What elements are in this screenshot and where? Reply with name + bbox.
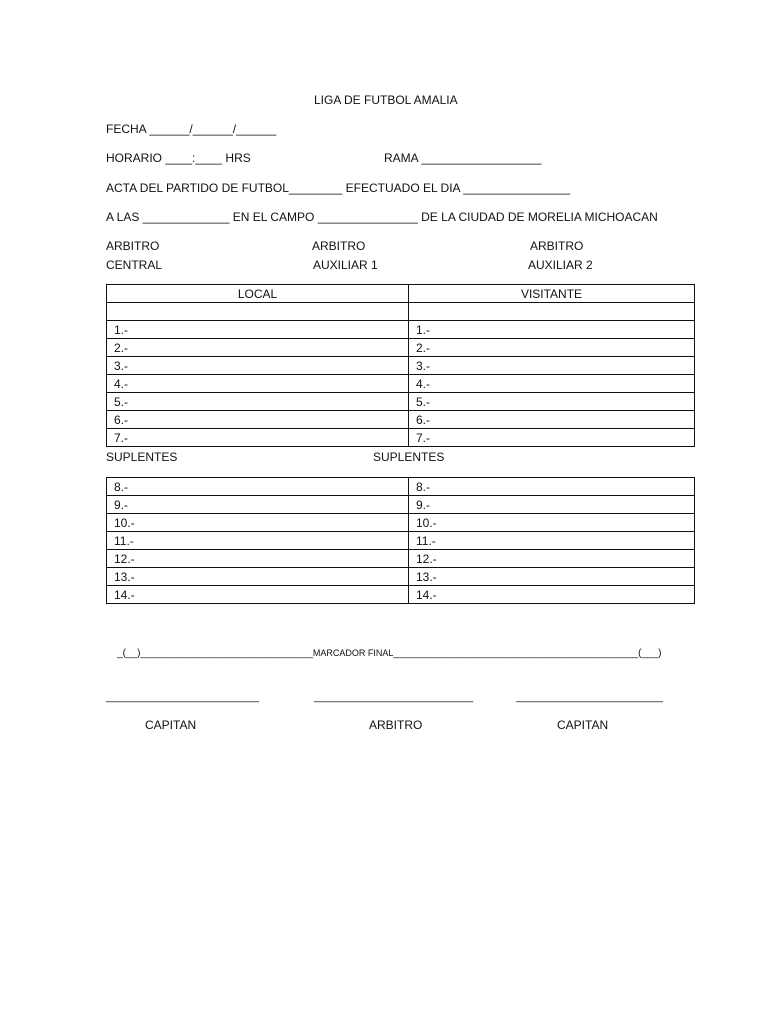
table-row xyxy=(107,514,695,532)
table-row xyxy=(107,532,695,550)
visitante-player-cell[interactable]: 3.- xyxy=(409,357,695,375)
visitante-player-cell[interactable]: 4.- xyxy=(409,375,695,393)
local-player-cell[interactable]: 6.- xyxy=(107,411,409,429)
arbitro-signature-line[interactable]: __________________________ xyxy=(314,691,474,703)
visitante-player-cell[interactable]: 6.- xyxy=(409,411,695,429)
arbitro-aux2-sub: AUXILIAR 2 xyxy=(528,258,593,272)
rama-line: RAMA __________________ xyxy=(384,151,542,165)
table-header-row xyxy=(107,285,695,303)
horario-line: HORARIO ____:____ HRS xyxy=(106,151,251,165)
local-sub-cell[interactable]: 8.- xyxy=(107,478,409,496)
suplentes-visitante-label: SUPLENTES xyxy=(373,450,445,464)
local-sub-cell[interactable]: 10.- xyxy=(107,514,409,532)
local-player-cell[interactable]: 1.- xyxy=(107,321,409,339)
table-row xyxy=(107,303,695,321)
local-sub-cell[interactable]: 14.- xyxy=(107,586,409,604)
table-row xyxy=(107,568,695,586)
local-player-cell[interactable]: 5.- xyxy=(107,393,409,411)
page-title: LIGA DE FUTBOL AMALIA xyxy=(314,93,458,107)
local-player-cell[interactable]: 4.- xyxy=(107,375,409,393)
arbitro-aux2-label: ARBITRO xyxy=(530,239,584,253)
local-player-cell[interactable]: 2.- xyxy=(107,339,409,357)
acta-line: ACTA DEL PARTIDO DE FUTBOL________ EFECTUADO EL DIA ________________ xyxy=(106,181,571,195)
marcador-visitante-blank[interactable]: ____________________________________________(___) xyxy=(393,648,662,659)
visitante-sub-cell[interactable]: 11.- xyxy=(409,532,695,550)
marcador-final-line xyxy=(106,632,661,675)
visitante-player-cell[interactable]: 7.- xyxy=(409,429,695,447)
visitante-sub-cell[interactable]: 8.- xyxy=(409,478,695,496)
subs-table xyxy=(106,477,695,604)
table-row xyxy=(107,357,695,375)
visitante-player-cell[interactable]: 1.- xyxy=(409,321,695,339)
table-row xyxy=(107,411,695,429)
marcador-final-label: MARCADOR FINAL xyxy=(312,648,394,658)
local-player-cell[interactable]: 3.- xyxy=(107,357,409,375)
capitan-visitante-signature-line[interactable]: ________________________ xyxy=(516,691,663,703)
blank-cell[interactable] xyxy=(409,303,695,321)
visitante-sub-cell[interactable]: 10.- xyxy=(409,514,695,532)
table-row xyxy=(107,496,695,514)
table-row xyxy=(107,321,695,339)
capitan-local-signature-line[interactable]: _________________________ xyxy=(106,691,259,703)
table-row xyxy=(107,429,695,447)
marcador-local-blank[interactable]: _(__)_______________________________ xyxy=(117,648,313,659)
capitan-local-label: CAPITAN xyxy=(145,718,197,732)
visitante-header: VISITANTE xyxy=(409,285,695,303)
blank-cell[interactable] xyxy=(107,303,409,321)
visitante-sub-cell[interactable]: 12.- xyxy=(409,550,695,568)
local-player-cell[interactable]: 7.- xyxy=(107,429,409,447)
suplentes-local-label: SUPLENTES xyxy=(106,450,178,464)
local-sub-cell[interactable]: 12.- xyxy=(107,550,409,568)
arbitro-central-sub: CENTRAL xyxy=(106,258,163,272)
visitante-player-cell[interactable]: 2.- xyxy=(409,339,695,357)
capitan-visitante-label: CAPITAN xyxy=(557,718,609,732)
visitante-sub-cell[interactable]: 14.- xyxy=(409,586,695,604)
local-sub-cell[interactable]: 9.- xyxy=(107,496,409,514)
arbitro-aux1-label: ARBITRO xyxy=(312,239,366,253)
local-sub-cell[interactable]: 13.- xyxy=(107,568,409,586)
table-row xyxy=(107,339,695,357)
lugar-line: A LAS _____________ EN EL CAMPO _______________ DE LA CIUDAD DE MORELIA MICHOACAN xyxy=(106,210,658,224)
table-row xyxy=(107,375,695,393)
visitante-sub-cell[interactable]: 9.- xyxy=(409,496,695,514)
local-header: LOCAL xyxy=(107,285,409,303)
table-row xyxy=(107,586,695,604)
arbitro-aux1-sub: AUXILIAR 1 xyxy=(313,258,378,272)
local-sub-cell[interactable]: 11.- xyxy=(107,532,409,550)
table-row xyxy=(107,393,695,411)
fecha-line: FECHA ______/______/______ xyxy=(106,122,277,136)
table-row xyxy=(107,550,695,568)
visitante-sub-cell[interactable]: 13.- xyxy=(409,568,695,586)
arbitro-central-label: ARBITRO xyxy=(106,239,160,253)
arbitro-signature-label: ARBITRO xyxy=(369,718,423,732)
starters-table xyxy=(106,284,695,447)
table-row xyxy=(107,478,695,496)
visitante-player-cell[interactable]: 5.- xyxy=(409,393,695,411)
